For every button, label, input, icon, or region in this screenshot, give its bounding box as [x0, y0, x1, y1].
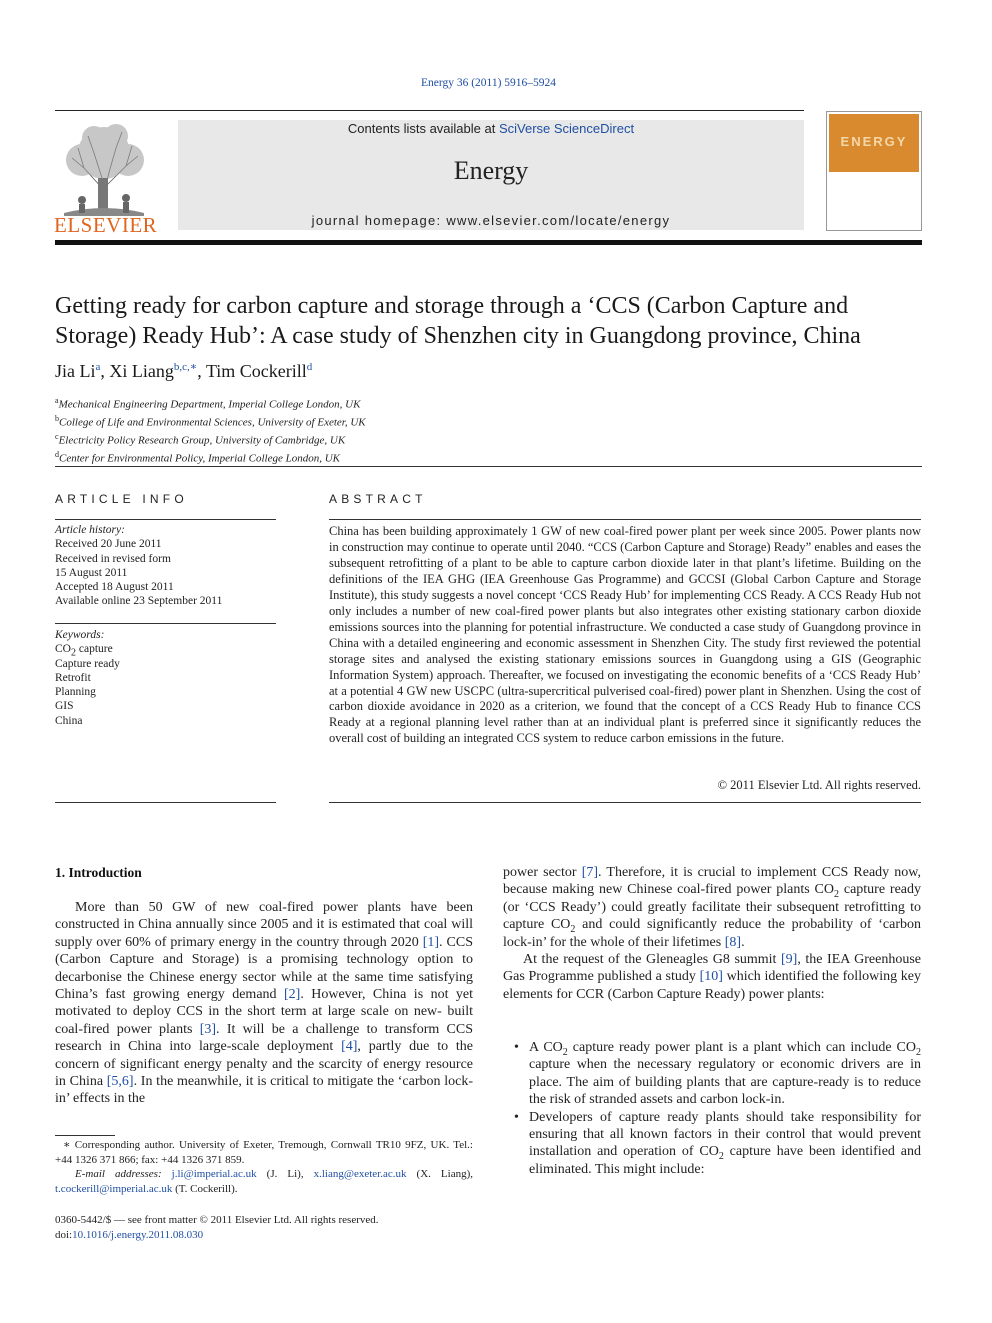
- intro-column-right: [503, 864, 921, 1003]
- header-top-rule: [55, 110, 804, 111]
- reference-link[interactable]: [4]: [341, 1039, 358, 1055]
- history-label: Article history:: [55, 524, 125, 536]
- text-run: . Therefore, it is crucial to implement CCS Ready now, because making new Chinese coal-fired power plants CO: [503, 865, 922, 898]
- bullet-icon: •: [514, 1109, 519, 1125]
- keyword-text: CO: [55, 643, 71, 656]
- front-matter: [55, 1213, 379, 1242]
- affiliation-item: [55, 430, 366, 448]
- affiliation-mark: a: [55, 396, 59, 405]
- affiliation-item: [55, 412, 366, 430]
- text-run: and could significantly reduce the probability of ‘carbon lock-in’ for the whole of their lifetimes: [503, 917, 921, 950]
- email-link[interactable]: j.li@imperial.ac.uk: [171, 1168, 257, 1180]
- homepage-prefix: journal homepage:: [311, 213, 447, 228]
- bullet-item: [514, 1039, 921, 1109]
- info-rule: [55, 802, 276, 803]
- doi-prefix: doi:: [55, 1228, 73, 1241]
- header-thick-rule: [55, 240, 922, 245]
- keywords-label: Keywords:: [55, 629, 105, 641]
- homepage-url-link[interactable]: www.elsevier.com/locate/energy: [446, 213, 671, 228]
- corresponding-author-footnote: [55, 1138, 473, 1196]
- affiliation-mark: b: [55, 413, 59, 423]
- affiliation-mark: d: [55, 449, 59, 459]
- history-item: Accepted 18 August 2011: [55, 581, 174, 594]
- subscript: 2: [562, 1046, 568, 1058]
- affiliation-text: Electricity Policy Research Group, University of Cambridge, UK: [58, 434, 346, 447]
- email-link[interactable]: x.liang@exeter.ac.uk: [313, 1168, 407, 1180]
- text-run: capture ready (or ‘CCS Ready’) could greatly facilitate their subsequent retrofitting to capture CO: [503, 882, 921, 933]
- author-mark[interactable]: d: [306, 361, 313, 373]
- history-item: 15 August 2011: [55, 566, 128, 579]
- subscript: 2: [70, 647, 76, 659]
- text-run: power sector: [503, 865, 582, 880]
- abstract-rule: [329, 519, 921, 520]
- text-run: . It will be a challenge to transform CCS research in China into large-scale deployment: [55, 1021, 473, 1055]
- author-name: Jia Li: [55, 361, 96, 381]
- reference-link[interactable]: [9]: [781, 952, 798, 968]
- intro-paragraph: [55, 899, 473, 1108]
- keyword-item: Retrofit: [55, 671, 91, 684]
- reference-link[interactable]: [3]: [199, 1021, 217, 1037]
- text-run: More than 50 GW of new coal-fired power plants have been constructed in China annually since 2005 and it is estimated that coal will supply over 60% of primary energy in the country through 2020: [55, 900, 473, 950]
- article-title: Getting ready for carbon capture and storage through a ‘CCS (Carbon Capture and Storage) Ready Hub’: A case study of Shenzhen city in Guangdong province, China: [55, 293, 861, 349]
- text-run: . However, China is not yet motivated to deploy CCS in the short term at large scale on new- built coal-fired power plants: [55, 987, 473, 1037]
- reference-link[interactable]: [5,6]: [106, 1074, 134, 1090]
- subscript: 2: [570, 924, 576, 936]
- info-rule: [55, 519, 276, 520]
- reference-link[interactable]: [7]: [581, 865, 599, 880]
- affiliation-text: College of Life and Environmental Sciences, University of Exeter, UK: [59, 416, 366, 429]
- affiliation-text: Center for Environmental Policy, Imperial College London, UK: [59, 452, 340, 465]
- abstract-body: China has been building approximately 1 GW of new coal-fired power plant per week since 2005. Power plants now in construction may continue to operate until 2040. “CCS (Carbon Capture and Storage) Ready” enables and eases the subsequent retrofitting of a plant to be able to capture carbon dioxide later in that plant’s lifetime. Building on the definitions of the IEA GHG (IEA Greenhouse Gas Programme) and GCCSI (Global Carbon Capture and Storage Institute), this study suggests a novel concept ‘CCS Ready Hub’ for implementing CCS Ready. A CCS Ready Hub not only includes a number of new coal-fired power plants but also integrates other existing stationary carbon dioxide emissions sources into the planning for potential infrastructure. We conducted a case study of Guangdong province in China with a detailed engineering and economic assessment in Shenzhen City. The study first reviewed the potential storage sites and analysed the existing stationary emissions sources in Guangdong using a GIS (Geographic Information System) approach. Thereafter, we focused on investigating the economic benefits of a ‘CCS Ready Hub’ at a potential 4 GW new USCPC (ultra-supercritical pulverised coal-fired) power plant in Shenzhen. Using the cost of carbon dioxide avoidance in 2020 as a criterion, we found that the concept of a CCS Ready Hub to finance CCS Ready at a regional planning level rather than at an individual plant is preferred since it significantly reduces the overall cost of building an integrated CCS system to reduce carbon emissions in the future.: [329, 524, 921, 746]
- reference-link[interactable]: [10]: [699, 969, 723, 985]
- author-list: Jia Li$^a$, Xi Liang$^{b,c,∗}$, Tim Cockerill$^d$: [55, 361, 313, 381]
- text-run: . In the meanwhile, it is critical to mitigate the ‘carbon lock-in’ effects in the: [55, 1074, 473, 1107]
- keyword-item: GIS: [55, 700, 74, 713]
- keyword-item: Planning: [55, 686, 96, 699]
- intro-paragraph: [503, 951, 921, 1003]
- cover-title: ENERGY: [840, 134, 908, 149]
- doi-line: [55, 1228, 379, 1243]
- contents-available-line: [178, 121, 804, 136]
- email-owner: (T. Cockerill).: [172, 1182, 238, 1195]
- author-name: Tim Cockerill: [205, 361, 307, 381]
- email-label: E-mail addresses:: [75, 1168, 162, 1180]
- reference-link[interactable]: [8]: [724, 934, 742, 950]
- abstract-copyright: © 2011 Elsevier Ltd. All rights reserved.: [717, 778, 921, 792]
- affiliation-item: [55, 394, 366, 412]
- contents-prefix: Contents lists available at: [347, 121, 499, 136]
- intro-column-left: [55, 899, 473, 1108]
- intro-paragraph-continued: [503, 864, 921, 951]
- email-line: [55, 1167, 473, 1196]
- doi-link[interactable]: 10.1016/j.energy.2011.08.030: [72, 1228, 204, 1241]
- text-run: .: [741, 934, 745, 950]
- text-run: capture when the necessary regulatory or economic drivers are in place. The aim of building plants that are capture-ready is to reduce the risk of stranded assets and carbon lock-in.: [529, 1057, 921, 1108]
- email-owner: (X. Liang),: [406, 1168, 474, 1180]
- text-run: capture ready power plant is a plant which can include CO: [567, 1040, 916, 1055]
- sciencedirect-link[interactable]: SciVerse ScienceDirect: [498, 121, 635, 136]
- history-item: Available online 23 September 2011: [55, 595, 223, 608]
- keyword-item: [55, 642, 120, 659]
- affiliation-list: [55, 394, 366, 465]
- history-item: Received in revised form: [55, 552, 171, 565]
- text-run: At the request of the Gleneagles G8 summit: [523, 952, 781, 968]
- abstract-heading: ABSTRACT: [329, 492, 427, 506]
- affiliation-text: Mechanical Engineering Department, Imperial College London, UK: [58, 398, 361, 411]
- text-run: . CCS (Carbon Capture and Storage) is a promising technology option to decarbonise the Chinese energy sector while at the same time satisfying China’s fast growing energy demand: [55, 934, 473, 1003]
- text-run: , the IEA Greenhouse Gas Programme published a study: [503, 952, 921, 985]
- subscript: 2: [916, 1046, 921, 1058]
- bullet-list: [514, 1039, 921, 1178]
- journal-name: Energy: [453, 156, 529, 185]
- text-run: which identified the following key elements for CCR (Carbon Capture Ready) power plants:: [503, 969, 921, 1002]
- author-name: Xi Liang: [109, 361, 174, 381]
- issn-line: 0360-5442/$ — see front matter © 2011 Elsevier Ltd. All rights reserved.: [55, 1214, 379, 1226]
- text-run: A CO: [529, 1040, 563, 1055]
- journal-citation[interactable]: Energy 36 (2011) 5916–5924: [420, 77, 557, 89]
- elsevier-wordmark: ELSEVIER: [54, 213, 158, 237]
- subscript: 2: [834, 889, 839, 901]
- text-run: capture have been identified and eliminated. This might include:: [529, 1144, 921, 1177]
- subscript: 2: [718, 1151, 724, 1163]
- history-item: Received 20 June 2011: [55, 538, 162, 551]
- keyword-item: Capture ready: [55, 657, 120, 670]
- footnote-rule: [55, 1135, 115, 1136]
- bullet-icon: •: [514, 1040, 519, 1055]
- bullet-item: [514, 1109, 921, 1179]
- author-mark[interactable]: b,c,∗: [173, 361, 198, 373]
- text-run: Developers of capture ready plants should take responsibility for ensuring that all known factors in their control that would prevent installation and operation of CO: [529, 1109, 921, 1160]
- keyword-list: [55, 628, 120, 728]
- keyword-item: China: [55, 714, 83, 727]
- article-info-heading: ARTICLE INFO: [55, 492, 188, 506]
- affiliation-mark: c: [55, 431, 59, 441]
- article-history: [55, 523, 222, 609]
- section-heading-introduction: 1. Introduction: [55, 865, 142, 880]
- corresponding-author-text: ∗ Corresponding author. University of Exeter, Tremough, Cornwall TR10 9FZ, UK. Tel.: +44 1326 371 866; fax: +44 1326 371 859.: [55, 1139, 473, 1166]
- text-run: , partly due to the concern of significant energy penalty and the scarcity of energy resource in China: [55, 1039, 473, 1090]
- affiliation-item: [55, 448, 366, 466]
- reference-link[interactable]: [2]: [283, 987, 301, 1003]
- author-mark[interactable]: a: [95, 361, 101, 373]
- email-owner: (J. Li),: [256, 1168, 314, 1180]
- email-link[interactable]: t.cockerill@imperial.ac.uk: [55, 1182, 173, 1195]
- title-separator-rule: [55, 466, 922, 467]
- info-rule: [55, 623, 276, 624]
- journal-cover-thumbnail[interactable]: [826, 111, 922, 231]
- journal-homepage-line: [178, 213, 804, 228]
- reference-link[interactable]: [1]: [422, 934, 440, 950]
- abstract-rule: [329, 802, 921, 803]
- keyword-text: capture: [75, 643, 113, 656]
